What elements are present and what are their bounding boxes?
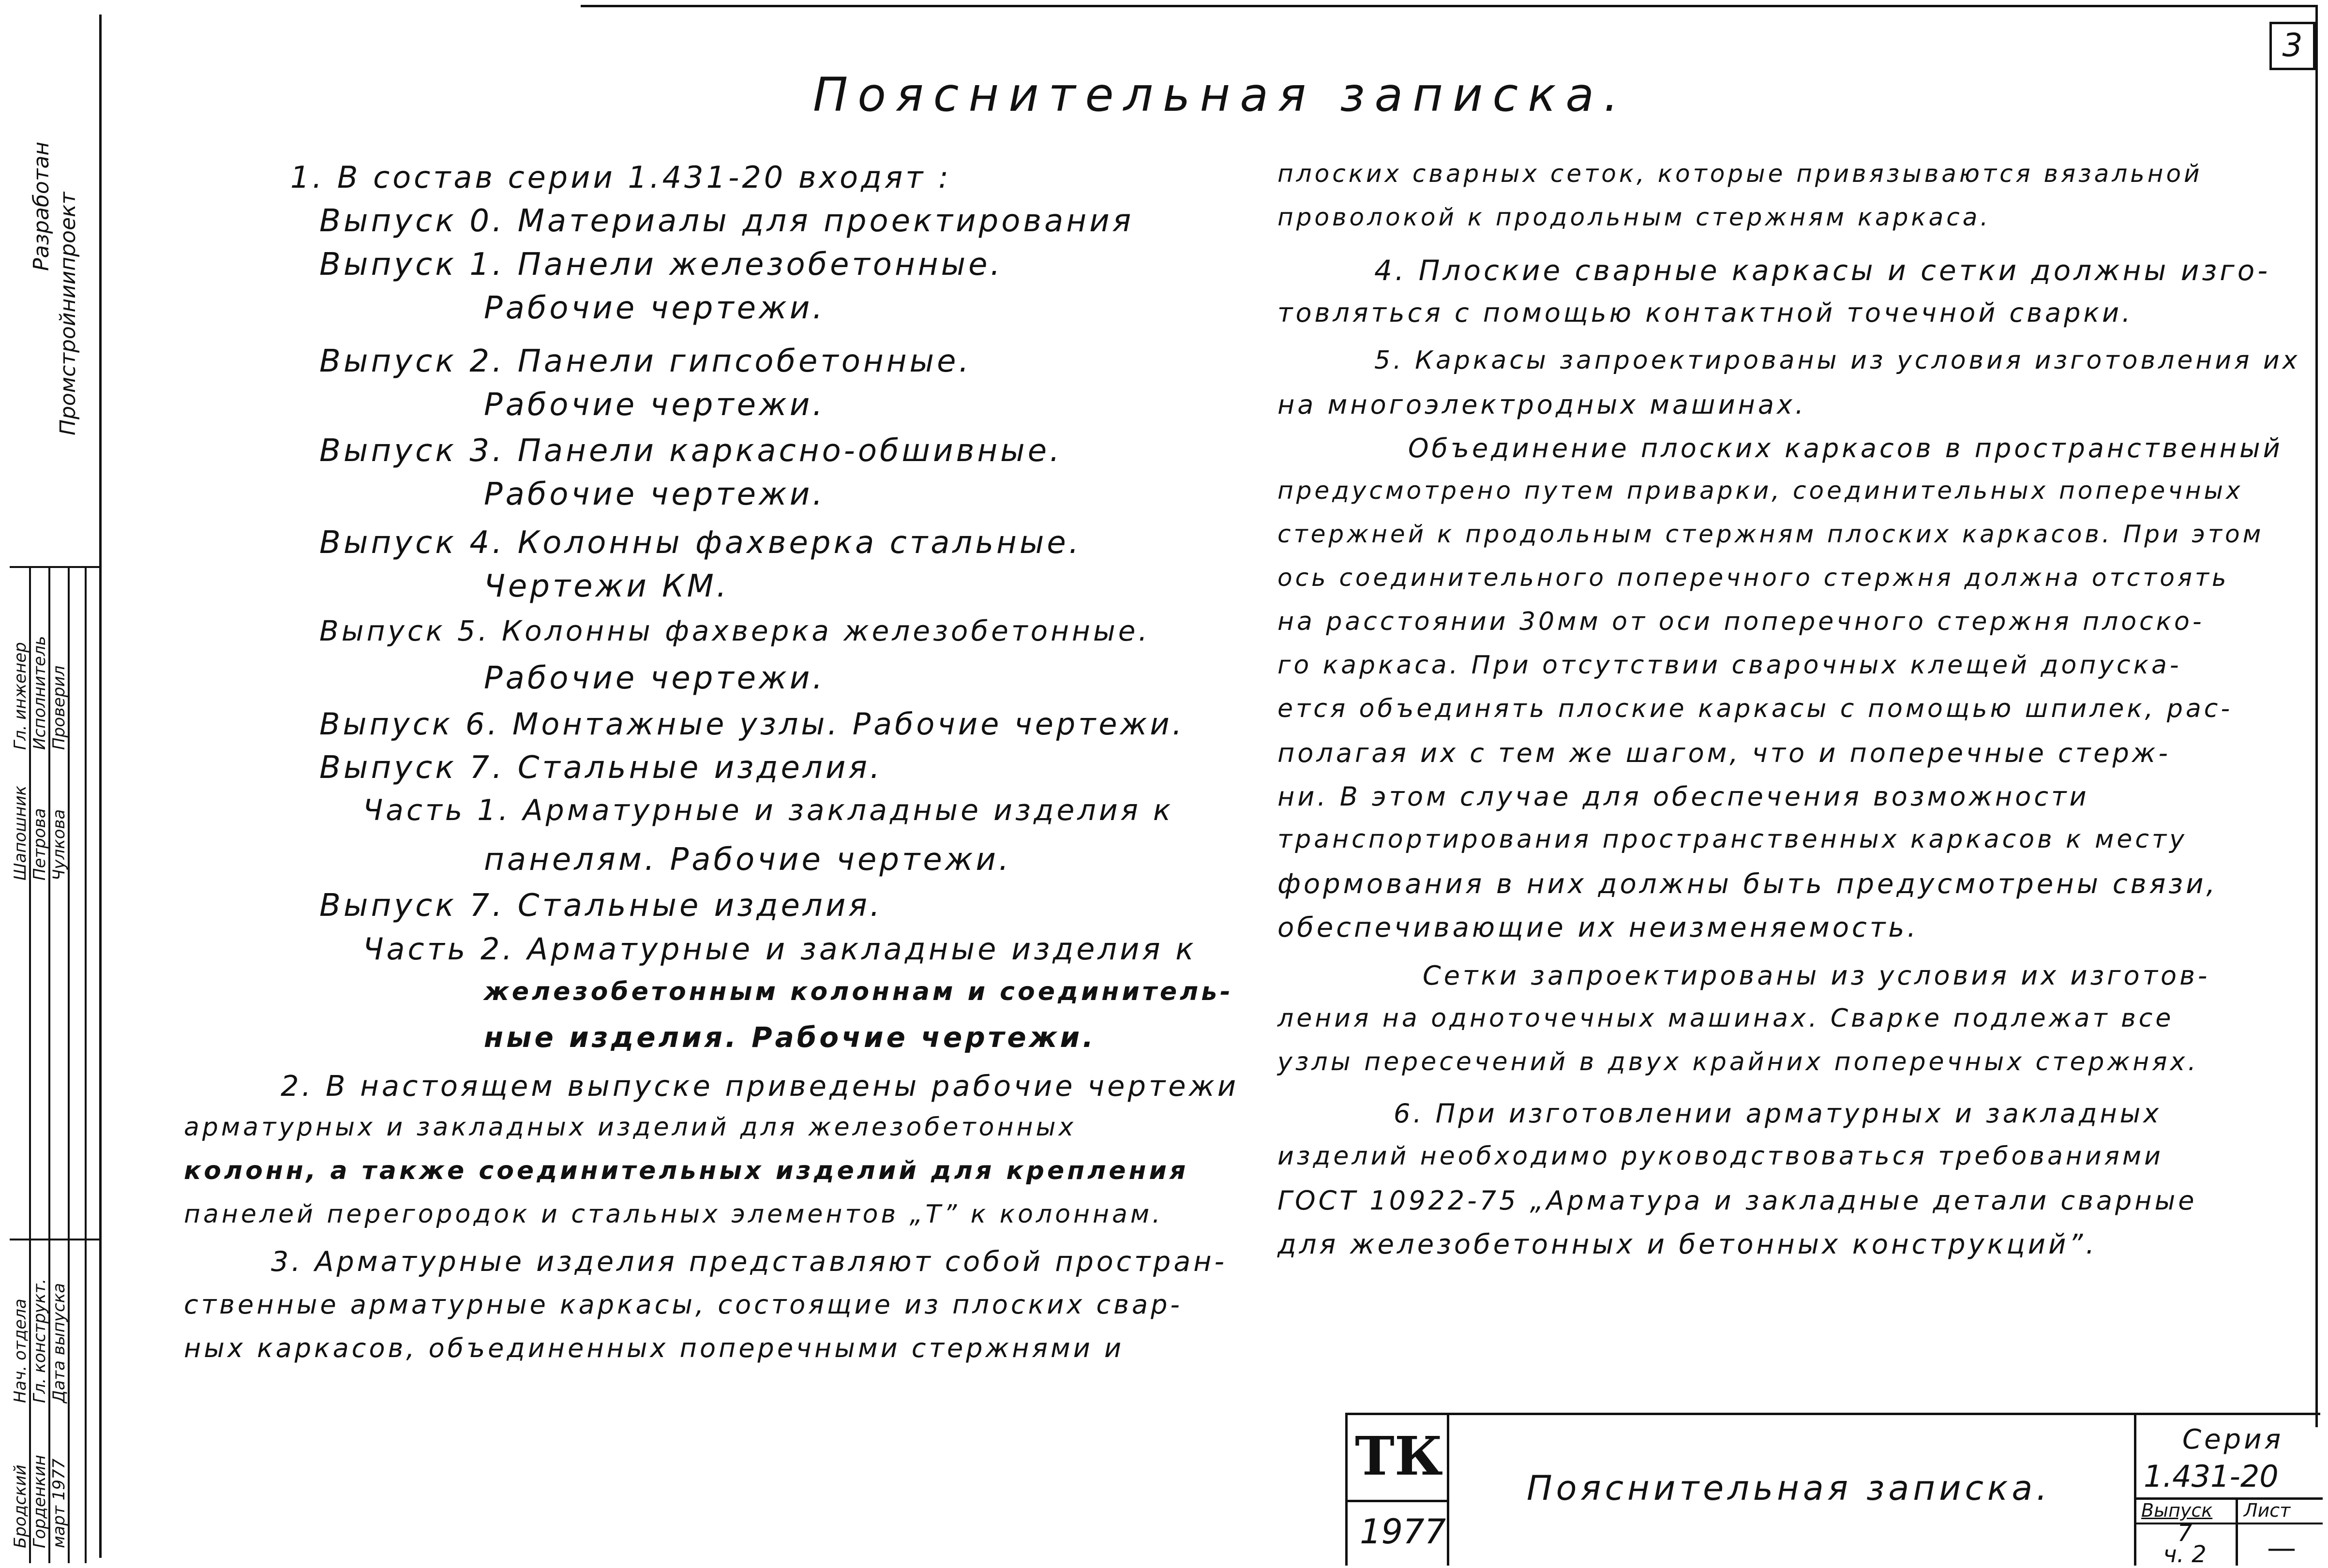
title-block xyxy=(1345,1413,2320,1566)
text-line: Рабочие чертежи. xyxy=(484,477,826,512)
side-stamp xyxy=(0,0,102,1563)
title-block-divider xyxy=(2236,1497,2238,1566)
text-line: полагая их с тем же шагом, что и поперечные стерж- xyxy=(1277,738,2171,768)
text-line: Выпуск 5. Колонны фахверка железобетонные. xyxy=(319,614,1150,647)
stamp-column-line xyxy=(85,566,87,1563)
text-line: стержней к продольным стержням плоских каркасов. При этом xyxy=(1277,520,2264,548)
text-line: узлы пересечений в двух крайних поперечных стержнях. xyxy=(1277,1047,2199,1076)
text-line: Объединение плоских каркасов в пространственный xyxy=(1408,433,2283,463)
text-line: Выпуск 7. Стальные изделия. xyxy=(319,750,883,786)
text-line: Сетки запроектированы из условия их изготов- xyxy=(1423,960,2210,991)
text-line: Рабочие чертежи. xyxy=(484,387,826,423)
text-line: предусмотрено путем приварки, соединительных поперечных xyxy=(1277,477,2243,505)
title-block-divider xyxy=(1348,1500,1447,1502)
text-line: Часть 2. Арматурные и закладные изделия к xyxy=(363,931,1197,967)
stamp-role: Гл. конструкт. xyxy=(30,1278,49,1403)
text-line: ни. В этом случае для обеспечения возможности xyxy=(1277,781,2089,812)
text-line: на расстоянии 30мм от оси поперечного стержня плоско- xyxy=(1277,607,2205,636)
stamp-divider xyxy=(10,1239,99,1240)
text-line: ления на одноточечных машинах. Сварке подлежат все xyxy=(1277,1004,2174,1033)
developer-label: Разработан xyxy=(29,141,54,271)
stamp-role: Дата выпуска xyxy=(49,1283,69,1403)
text-line: изделий необходимо руководствоваться требованиями xyxy=(1277,1142,2163,1171)
series-label: Серия xyxy=(2182,1424,2284,1455)
title-block-org-cell xyxy=(1348,1415,1449,1566)
text-line: Выпуск 3. Панели каркасно-обшивные. xyxy=(319,433,1063,469)
text-line: колонн, а также соединительных изделий для крепления xyxy=(184,1156,1189,1185)
text-line: го каркаса. При отсутствии сварочных клещей допуска- xyxy=(1277,651,2182,680)
text-line: панелям. Рабочие чертежи. xyxy=(484,842,1012,878)
stamp-role: Гл. инженер xyxy=(11,642,30,750)
text-line: обеспечивающие их неизменяемость. xyxy=(1277,912,1919,943)
text-line: 4. Плоские сварные каркасы и сетки должны изго- xyxy=(1374,254,2271,287)
text-line: плоских сварных сеток, которые привязываются вязальной xyxy=(1277,160,2203,188)
stamp-role: Исполнитель xyxy=(30,636,49,750)
text-line: на многоэлектродных машинах. xyxy=(1277,389,1807,420)
stamp-role: Нач. отдела xyxy=(11,1299,30,1403)
text-line: Выпуск 4. Колонны фахверка стальные. xyxy=(319,525,1082,561)
stamp-name: Чулкова xyxy=(49,809,69,881)
text-line: панелей перегородок и стальных элементов „Т” к колоннам. xyxy=(184,1200,1163,1229)
page-title: Пояснительная записка. xyxy=(813,68,1628,122)
text-line: Рабочие чертежи. xyxy=(484,290,826,326)
text-line: Выпуск 7. Стальные изделия. xyxy=(319,888,883,924)
issue-value: 7 ч. 2 xyxy=(2163,1520,2207,1568)
stamp-name: Бродский xyxy=(11,1464,30,1548)
text-line: Выпуск 2. Панели гипсобетонные. xyxy=(319,343,972,379)
text-line: ных каркасов, объединенных поперечными стержнями и xyxy=(184,1333,1125,1363)
text-line: формования в них должны быть предусмотрены связи, xyxy=(1277,868,2218,900)
text-line: для железобетонных и бетонных конструкций”. xyxy=(1277,1229,2098,1260)
stamp-name: март 1977 xyxy=(49,1458,69,1548)
text-line: ственные арматурные каркасы, состоящие из плоских свар- xyxy=(184,1289,1183,1320)
text-line: транспортирования пространственных каркасов к месту xyxy=(1277,825,2187,854)
text-line: Выпуск 6. Монтажные узлы. Рабочие чертежи. xyxy=(319,706,1185,742)
stamp-name: Горденкин xyxy=(30,1455,49,1548)
text-line: ется объединять плоские каркасы с помощью шпилек, рас- xyxy=(1277,694,2233,723)
stamp-name: Петрова xyxy=(30,808,49,881)
text-line: Выпуск 1. Панели железобетонные. xyxy=(319,247,1003,283)
text-line: 3. Арматурные изделия представляют собой простран- xyxy=(271,1246,1228,1278)
org-mark: ТК xyxy=(1355,1425,1443,1487)
text-line: ГОСТ 10922-75 „Арматура и закладные детали сварные xyxy=(1277,1185,2197,1216)
frame-right-line xyxy=(2315,5,2318,1427)
issue-label: Выпуск xyxy=(2141,1500,2213,1521)
stamp-name: Шапошник xyxy=(11,785,30,881)
text-line: Выпуск 0. Материалы для проектирования xyxy=(319,203,1134,239)
developer-org: Промстройниипроект xyxy=(56,192,80,435)
sheet-value: — xyxy=(2267,1531,2296,1565)
text-line: арматурных и закладных изделий для железобетонных xyxy=(184,1113,1077,1142)
text-line: проволокой к продольным стержням каркаса. xyxy=(1277,203,1991,231)
frame-top-line xyxy=(581,5,2318,7)
text-line: товляться с помощью контактной точечной сварки. xyxy=(1277,298,2133,328)
text-line: Часть 1. Арматурные и закладные изделия к xyxy=(363,793,1174,827)
text-line: 5. Каркасы запроектированы из условия изготовления их xyxy=(1374,346,2300,375)
text-line: Чертежи КМ. xyxy=(484,568,730,604)
text-line: ные изделия. Рабочие чертежи. xyxy=(484,1021,1096,1054)
page-number: 3 xyxy=(2269,22,2315,70)
text-line: ось соединительного поперечного стержня должна отстоять xyxy=(1277,564,2229,592)
text-line: 2. В настоящем выпуске приведены рабочие чертежи xyxy=(281,1069,1239,1103)
text-line: 6. При изготовлении арматурных и закладных xyxy=(1394,1098,2162,1129)
title-block-series-box xyxy=(2134,1415,2323,1566)
year: 1977 xyxy=(1360,1512,1446,1552)
text-line: Рабочие чертежи. xyxy=(484,660,826,696)
title-block-doc-name: Пояснительная записка. xyxy=(1527,1468,2051,1508)
sheet-label: Лист xyxy=(2244,1500,2291,1521)
text-line: железобетонным колоннам и соединитель- xyxy=(484,977,1233,1006)
text-line: 1. В состав серии 1.431-20 входят : xyxy=(290,160,951,195)
series-value: 1.431-20 xyxy=(2144,1459,2279,1494)
stamp-role: Проверил xyxy=(49,665,69,750)
